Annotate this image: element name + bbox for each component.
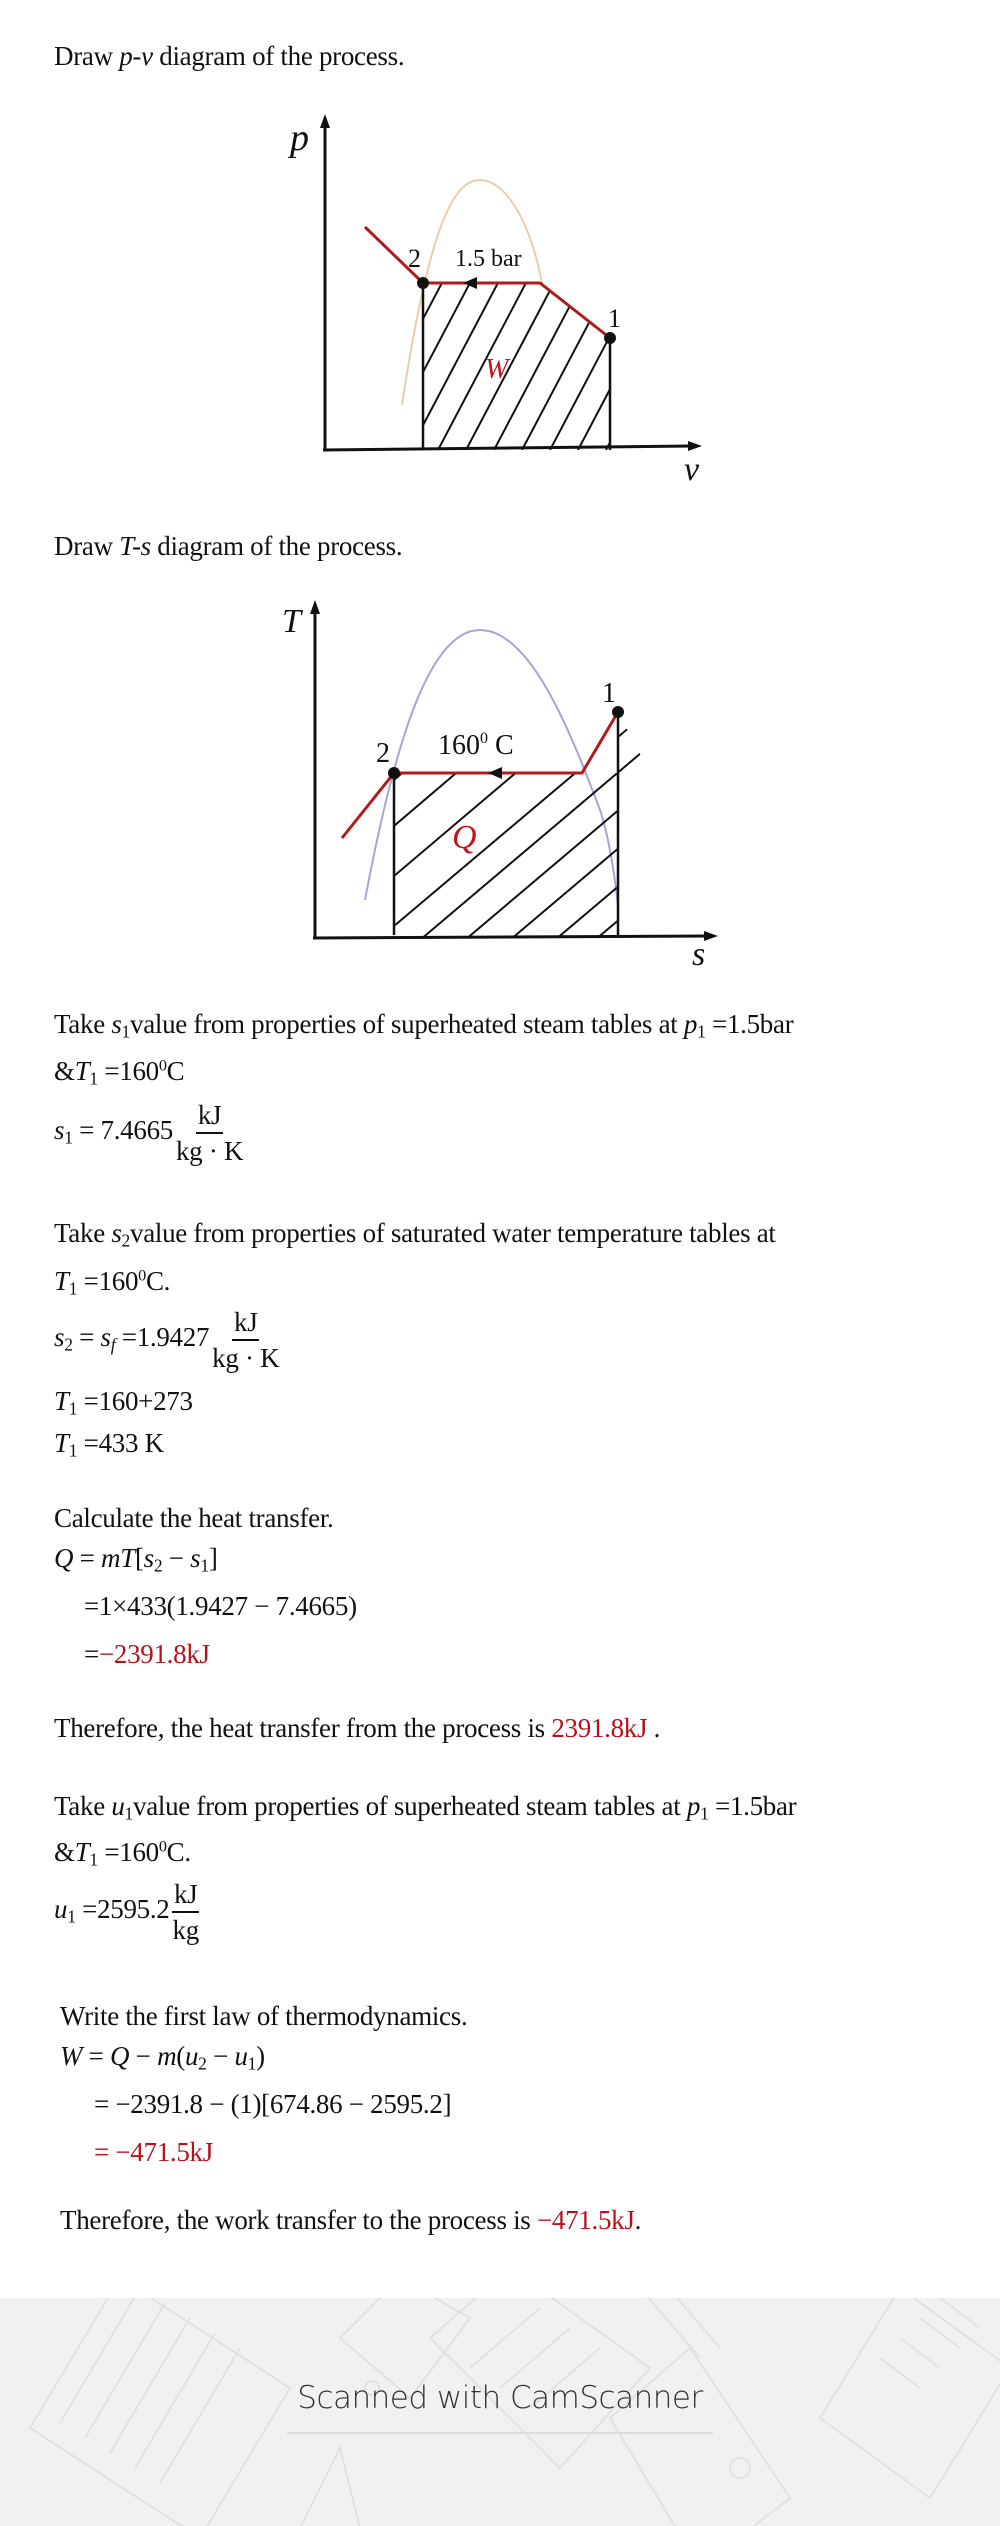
u1-condition: $\&T_1 =160^0C$. [54, 1837, 191, 1870]
camscanner-watermark-banner [0, 2298, 1000, 2526]
s2-condition: $T_1 =160^0C$. [54, 1266, 171, 1299]
s-axis-arrow-icon [704, 931, 718, 941]
work-area-hatch [354, 260, 706, 450]
u1-instruction: Take $u_1value$ from properties of superheated steam tables at $p_1 =1.5bar$ [54, 1791, 797, 1824]
heat-conclusion: Therefore, the heat transfer from the process is 2391.8kJ . [54, 1713, 661, 1743]
s1-instruction: Take $s_1value$ from properties of superheated steam tables at $p_1 =1.5bar$ [54, 1009, 794, 1042]
heading-text: Draw [54, 531, 120, 561]
temperature-label: $160^0$ C [438, 730, 514, 761]
direction-arrow-icon [463, 277, 477, 289]
work-conclusion: Therefore, the work transfer to the process is −471.5kJ. [60, 2205, 642, 2235]
t-axis-label: T [282, 603, 301, 640]
unit-fraction: $\frac{kJ}{kg}$ [172, 1879, 199, 1945]
point-2-label: 2 [376, 738, 390, 769]
work-heading: Write the first law of thermodynamics. [60, 2001, 468, 2031]
pv-diagram [280, 100, 730, 490]
p-axis-arrow-icon [320, 114, 330, 128]
direction-arrow-icon [488, 767, 502, 779]
point-1-label: 1 [602, 678, 616, 709]
s1-value: $s_1 = 7.4665$ $\frac{kJ}{kg \cdot K}$ [54, 1100, 244, 1166]
t1-conversion: $T_1 =160+273$ [54, 1386, 193, 1419]
t-axis-arrow-icon [310, 600, 320, 614]
s-axis-label: s [692, 936, 706, 973]
heat-heading: Calculate the heat transfer. [54, 1503, 334, 1533]
heading-text: diagram of the process. [150, 531, 403, 561]
unit-fraction: $\frac{kJ}{kg \cdot K}$ [175, 1100, 244, 1166]
state-point-2 [417, 277, 429, 289]
point-1-label: 1 [608, 304, 621, 333]
camscanner-watermark-text: Scanned with CamScanner [297, 2380, 703, 2416]
heat-result: =−2391.8kJ [84, 1639, 210, 1669]
work-result: = −471.5kJ [94, 2137, 213, 2167]
t1-kelvin: $T_1 =433$ K [54, 1428, 164, 1461]
process-line [365, 227, 610, 338]
ts-diagram [270, 590, 730, 973]
work-area-label: W [485, 354, 509, 385]
s1-condition: $\&T_1 =160^0C$ [54, 1056, 185, 1089]
v-axis-arrow-icon [688, 441, 702, 451]
point-2-label: 2 [408, 244, 421, 273]
heat-formula: $Q = mT[s_2 - s_1]$ [54, 1543, 218, 1576]
state-point-1 [604, 332, 616, 344]
unit-fraction: $\frac{kJ}{kg \cdot K}$ [212, 1307, 280, 1373]
heading-text: Draw [54, 41, 120, 71]
heat-area-label: Q [452, 819, 477, 856]
watermark-underline [287, 2432, 713, 2434]
v-axis [323, 446, 692, 450]
v-axis-label: v [684, 451, 700, 488]
heading-text: diagram of the process. [152, 41, 405, 71]
heat-step-1: =1×433(1.9427 − 7.4665) [84, 1591, 357, 1621]
saturation-dome [365, 630, 618, 905]
pressure-label: 1.5 bar [455, 246, 522, 272]
heading-variable: T-s [119, 531, 151, 561]
pv-diagram-heading [54, 40, 404, 72]
u1-value: $u_1 =2595.2$ $\frac{kJ}{kg}$ [54, 1879, 199, 1945]
s2-instruction: Take $s_2value$ from properties of saturated water temperature tables at [54, 1218, 776, 1251]
p-axis-label: p [290, 117, 309, 159]
s2-value: $s_2 = s_f =1.9427$ $\frac{kJ}{kg \cdot K}$ [54, 1307, 280, 1373]
work-step-1: = −2391.8 − (1)[674.86 − 2595.2] [94, 2089, 452, 2119]
heading-variable: p-v [119, 41, 153, 71]
ts-diagram-heading [54, 530, 402, 562]
work-formula: $W = Q - m(u_2 - u_1)$ [60, 2041, 265, 2074]
